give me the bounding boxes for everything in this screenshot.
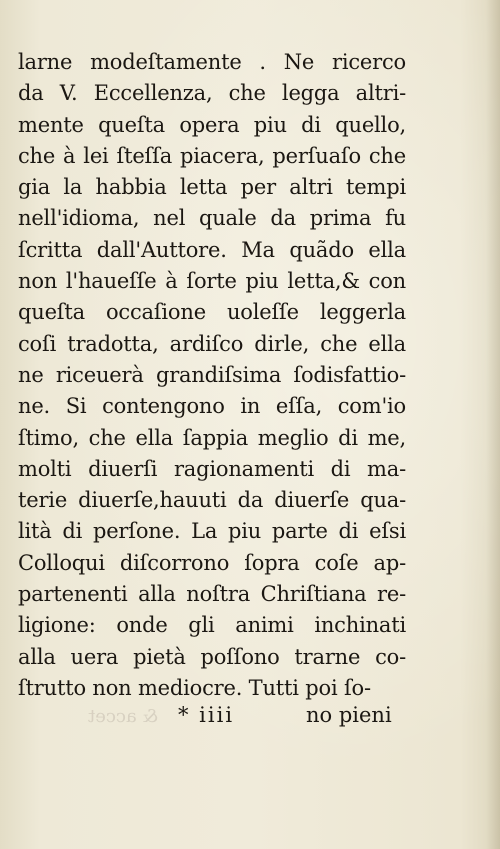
text-line: non l'haueſſe à ſorte piu letta,& con bbox=[18, 269, 406, 294]
text-line: lità di perſone. La piu parte di eſsi bbox=[18, 519, 406, 544]
page-edge-shadow bbox=[486, 0, 500, 849]
text-line: ſtrutto non mediocre. Tutti poi ſo- bbox=[18, 675, 371, 700]
text-line: Colloqui diſcorrono ſopra coſe ap- bbox=[18, 550, 406, 575]
text-line: larne modeſtamente . Ne ricerco bbox=[18, 50, 406, 74]
text-line: da V. Eccellenza, che legga altri- bbox=[18, 81, 406, 106]
text-line: ſcritta dall'Auttore. Ma quãdo ella bbox=[18, 237, 406, 262]
text-line: ne. Si contengono in eſſa, com'io bbox=[18, 394, 406, 419]
text-line: mente queſta opera piu di quello, bbox=[18, 112, 406, 137]
catchword: no pieni bbox=[306, 703, 392, 727]
text-line: terie diuerſe,hauuti da diuerſe qua- bbox=[18, 488, 406, 513]
bleed-through-text: & accet bbox=[88, 706, 159, 727]
text-line: partenenti alla noſtra Chriſtiana re- bbox=[18, 582, 406, 607]
text-line: nell'idioma, nel quale da prima fu bbox=[18, 206, 406, 231]
text-line: molti diuerſi ragionamenti di ma- bbox=[18, 456, 406, 481]
text-line: alla uera pietà poſſono trarne co- bbox=[18, 644, 406, 669]
signature-mark: * iiii bbox=[178, 703, 235, 727]
text-line: ne riceuerà grandiſsima ſodisfattio- bbox=[18, 362, 406, 387]
text-line: gia la habbia letta per altri tempi bbox=[18, 175, 406, 200]
text-line: ligione: onde gli animi inchinati bbox=[18, 613, 406, 638]
text-line: queſta occaſione uoleſſe leggerla bbox=[18, 300, 406, 325]
text-line: che à lei ſteſſa piacera, perſuaſo che bbox=[18, 143, 406, 168]
text-line: coſi tradotta, ardiſco dirle, che ella bbox=[18, 331, 406, 356]
body-text bbox=[18, 47, 406, 704]
page-footer bbox=[0, 703, 500, 735]
text-line: ſtimo, che ella ſappia meglio di me, bbox=[18, 425, 406, 450]
